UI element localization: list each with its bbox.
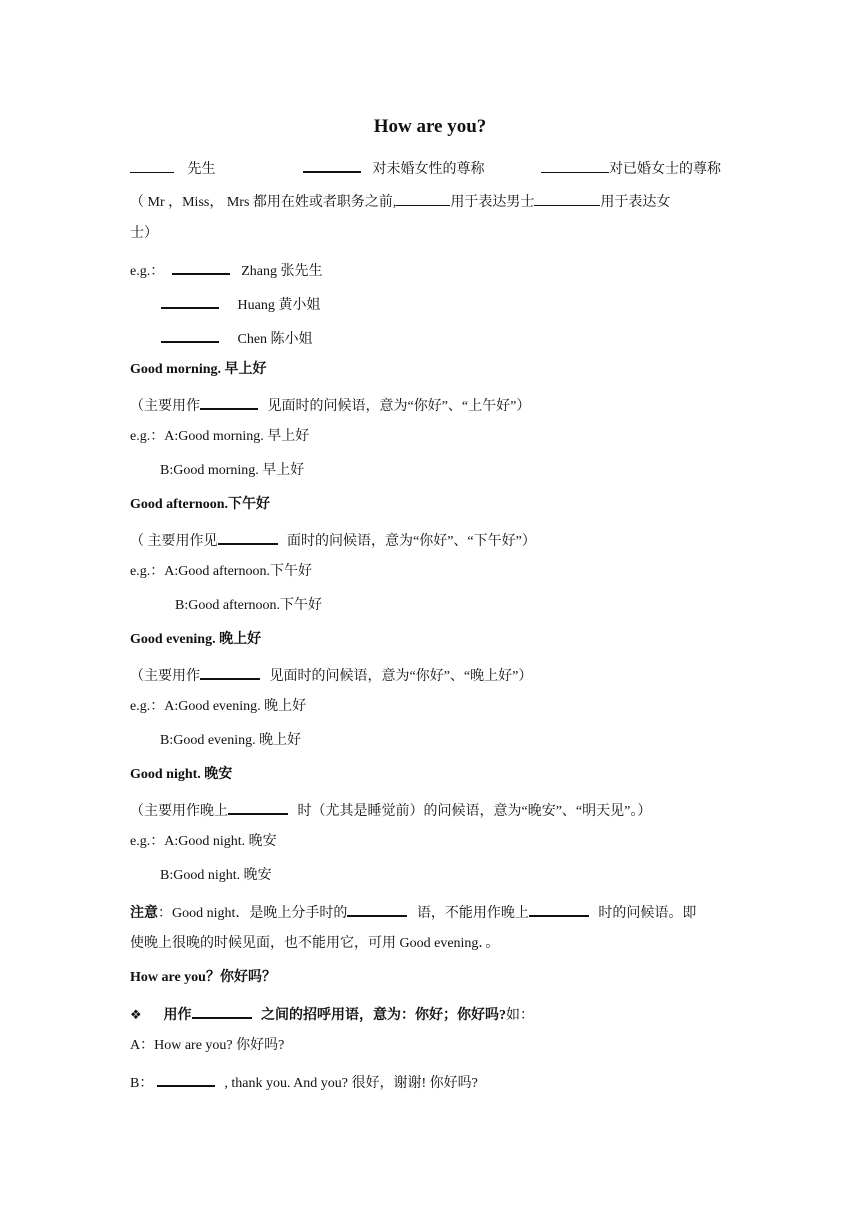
blank-male [396,190,450,206]
notice-label: 注意 [130,906,158,921]
blank-evening-time [529,900,589,917]
usage-note-row [130,190,730,213]
example-zhang [130,258,730,282]
example-text-3: Chen 陈小姐 [237,332,313,347]
bullet-text-a: 用作 [163,1008,192,1023]
blank-female [534,190,600,206]
label-miss: 对未婚女性的尊称 [372,162,485,177]
notice-text-a: ：Good night．是晚上分手时的 [158,906,348,921]
dialog-evening-a: e.g.：A:Good evening. 晚上好 [130,699,307,714]
usage-note-continued: 士） [130,226,158,241]
heading-good-morning: Good morning. 早上好 [130,362,267,377]
note-good-night [130,798,730,822]
note-afternoon-b: 面时的问候语，意为“你好”、“下午好”） [287,534,536,549]
dialog-night-b: B:Good night. 晚安 [160,868,272,883]
blank-evening [200,663,260,680]
usage-note-female: 用于表达女 [600,195,671,210]
diamond-bullet-icon: ❖ [130,1007,142,1022]
example-text-1: Zhang 张先生 [241,264,323,279]
page-title: How are you? [373,116,487,137]
dialog-morning-a: e.g.：A:Good morning. 早上好 [130,429,310,444]
dialog-night-a: e.g.：A:Good night. 晚安 [130,834,277,849]
blank-farewell [347,900,407,917]
example-huang [130,292,730,316]
note-good-afternoon [130,528,730,552]
heading-good-afternoon: Good afternoon.下午好 [130,497,270,512]
heading-good-evening: Good evening. 晚上好 [130,632,262,647]
note-morning-b: 见面时的问候语，意为“你好”、“上午好”） [267,399,531,414]
label-mrs: 对已婚女士的尊称 [609,162,721,177]
blank-miss [303,156,361,173]
dialog-evening-b: B:Good evening. 晚上好 [160,733,302,748]
blank-relationship [192,1002,252,1019]
blank-morning [200,393,258,410]
usage-note-male: 用于表达男士 [450,195,535,210]
notice-line-2: 使晚上很晚的时候见面，也不能用它，可用 Good evening．。 [130,936,500,951]
label-mister: 先生 [187,162,216,177]
dialog-morning-b: B:Good morning. 早上好 [160,463,305,478]
heading-how-are-you: How are you？你好吗？ [130,970,276,985]
example-chen [130,326,730,350]
dialog-afternoon-a: e.g.：A:Good afternoon.下午好 [130,564,312,579]
example-prefix: e.g.： [130,264,165,279]
notice-text-c: 时的问候语。即 [598,906,697,921]
note-good-morning [130,393,730,417]
bullet-how-are-you [130,1002,730,1026]
note-night-a: （主要用作晚上 [130,804,228,819]
note-morning-a: （主要用作 [130,399,200,414]
blank-mrs [541,157,609,173]
note-afternoon-a: （ 主要用作见 [130,534,218,549]
notice-text-b: 语，不能用作晚上 [416,906,529,921]
note-evening-b: 见面时的问候语，意为“你好”、“晚上好”） [269,669,533,684]
example-text-2: Huang 黄小姐 [237,298,321,313]
note-good-evening [130,663,730,687]
heading-good-night: Good night. 晚安 [130,767,233,782]
blank-example-3 [161,326,219,343]
bullet-text-c: 如： [506,1008,534,1023]
blank-night [228,798,288,815]
notice-line-1 [130,900,730,924]
dialog-afternoon-b: B:Good afternoon.下午好 [175,598,322,613]
usage-note-text: （ Mr ，Miss， Mrs 都用在姓或者职务之前, [130,195,397,210]
note-evening-a: （主要用作 [130,669,200,684]
note-night-b: 时（尤其是睡觉前）的问候语，意为“晚安”、“明天见”。） [297,804,652,819]
blank-example-1 [172,258,230,275]
dialog-b-prefix: B： [130,1076,154,1091]
blank-mr [130,157,174,173]
blank-afternoon [218,528,278,545]
title-blanks-row [130,156,730,180]
bullet-text-b: 之间的招呼用语，意为：你好；你好吗? [261,1008,506,1023]
dialog-b-text: , thank you. And you? 很好，谢谢! 你好吗? [224,1076,478,1091]
blank-reply [157,1070,215,1087]
blank-example-2 [161,292,219,309]
dialog-howareyou-a: A：How are you? 你好吗? [130,1038,285,1053]
dialog-howareyou-b [130,1070,730,1094]
